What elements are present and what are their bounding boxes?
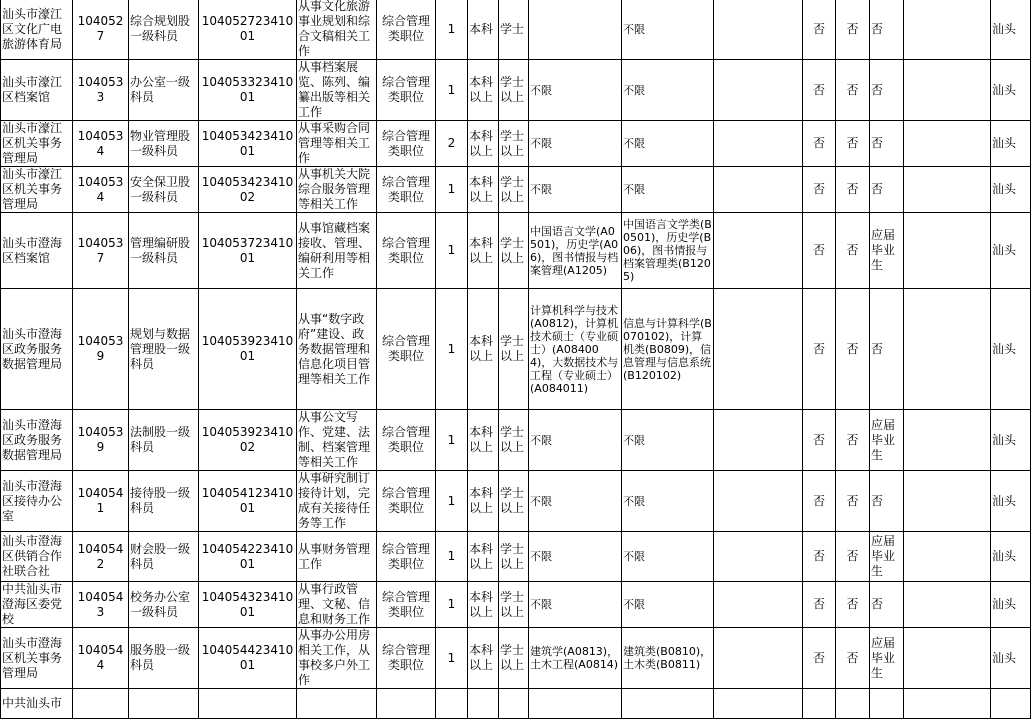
- position-category-cell: 综合管理类职位: [377, 410, 436, 471]
- degree-cell: 学士以上: [499, 60, 529, 121]
- education-cell: 本科以上: [468, 121, 499, 167]
- education-cell: 本科以上: [468, 289, 499, 410]
- major-undergraduate-cell: 建筑类(B0810)，土木类(B0811): [622, 628, 714, 689]
- position-code-cell: 10405392341001: [199, 289, 297, 410]
- requirement-cell: 否: [836, 121, 870, 167]
- recruit-number-cell: 1: [436, 410, 468, 471]
- position-code-cell: 10405442341001: [199, 628, 297, 689]
- requirement-cell: [714, 0, 803, 60]
- requirement-cell: [714, 121, 803, 167]
- major-graduate-cell: 不限: [529, 471, 622, 532]
- table-row: [1, 0, 1031, 60]
- education-cell: 本科以上: [468, 628, 499, 689]
- position-code-cell: 10405342341002: [199, 167, 297, 213]
- degree-cell: [499, 689, 529, 719]
- position-name-cell: [129, 689, 199, 719]
- position-name-cell: 安全保卫股一级科员: [129, 167, 199, 213]
- requirement-cell: 应届毕业生: [870, 532, 904, 582]
- region-cell: [991, 689, 1031, 719]
- position-name-cell: 接待股一级科员: [129, 471, 199, 532]
- education-cell: 本科以上: [468, 471, 499, 532]
- requirement-cell: 否: [836, 471, 870, 532]
- requirement-cell: 应届毕业生: [870, 628, 904, 689]
- region-cell: 汕头: [991, 121, 1031, 167]
- position-code-cell: 10405392341002: [199, 410, 297, 471]
- requirement-cell: 否: [803, 532, 836, 582]
- requirement-cell: [714, 167, 803, 213]
- unit-name-cell: 汕头市濠江区机关事务管理局: [1, 167, 73, 213]
- position-name-cell: 规划与数据管理股一级科员: [129, 289, 199, 410]
- table-row: [1, 582, 1031, 628]
- requirement-cell: [714, 213, 803, 289]
- job-duty-cell: 从事行政管理、文秘、信息和财务工作: [297, 582, 377, 628]
- degree-cell: 学士以上: [499, 289, 529, 410]
- requirement-cell: [714, 628, 803, 689]
- region-cell: 汕头: [991, 167, 1031, 213]
- requirement-cell: 否: [870, 471, 904, 532]
- education-cell: 本科以上: [468, 167, 499, 213]
- position-category-cell: 综合管理类职位: [377, 121, 436, 167]
- unit-code-cell: 1040534: [73, 121, 129, 167]
- region-cell: 汕头: [991, 289, 1031, 410]
- position-category-cell: 综合管理类职位: [377, 289, 436, 410]
- requirement-cell: [836, 689, 870, 719]
- position-code-cell: 10405272341001: [199, 0, 297, 60]
- requirement-cell: 否: [803, 628, 836, 689]
- major-graduate-cell: 不限: [529, 121, 622, 167]
- job-duty-cell: 从事机关大院综合服务管理等相关工作: [297, 167, 377, 213]
- unit-code-cell: 1040543: [73, 582, 129, 628]
- table-row: [1, 689, 1031, 719]
- requirement-cell: 否: [803, 410, 836, 471]
- position-name-cell: 校务办公室一级科员: [129, 582, 199, 628]
- major-graduate-cell: 计算机科学与技术(A0812)，计算机技术硕士（专业硕士）(A084004)，大数据技术与工程（专业硕士）(A084011): [529, 289, 622, 410]
- position-name-cell: 办公室一级科员: [129, 60, 199, 121]
- requirement-cell: 否: [836, 167, 870, 213]
- degree-cell: 学士以上: [499, 471, 529, 532]
- requirement-cell: 应届毕业生: [870, 213, 904, 289]
- requirement-cell: 否: [870, 582, 904, 628]
- table-row: [1, 289, 1031, 410]
- requirement-cell: 否: [803, 213, 836, 289]
- unit-name-cell: 汕头市澄海区档案馆: [1, 213, 73, 289]
- degree-cell: 学士以上: [499, 213, 529, 289]
- position-name-cell: 管理编研股一级科员: [129, 213, 199, 289]
- remark-cell: [904, 628, 991, 689]
- unit-code-cell: 1040541: [73, 471, 129, 532]
- requirement-cell: 否: [803, 0, 836, 60]
- major-undergraduate-cell: 信息与计算科学(B070102)，计算机类(B0809)，信息管理与信息系统(B120102): [622, 289, 714, 410]
- remark-cell: [904, 60, 991, 121]
- requirement-cell: [714, 410, 803, 471]
- position-category-cell: [377, 689, 436, 719]
- requirement-cell: 应届毕业生: [870, 410, 904, 471]
- position-category-cell: 综合管理类职位: [377, 167, 436, 213]
- requirement-cell: 否: [836, 582, 870, 628]
- position-code-cell: 10405332341001: [199, 60, 297, 121]
- unit-name-cell: 中共汕头市: [1, 689, 73, 719]
- major-undergraduate-cell: 不限: [622, 60, 714, 121]
- unit-code-cell: 1040539: [73, 410, 129, 471]
- requirement-cell: [870, 689, 904, 719]
- remark-cell: [904, 167, 991, 213]
- requirement-cell: 否: [836, 289, 870, 410]
- requirement-cell: 否: [836, 410, 870, 471]
- degree-cell: 学士以上: [499, 167, 529, 213]
- remark-cell: [904, 689, 991, 719]
- major-graduate-cell: 中国语言文学(A0501)，历史学(A06)，图书情报与档案管理(A1205): [529, 213, 622, 289]
- remark-cell: [904, 582, 991, 628]
- degree-cell: 学士以上: [499, 582, 529, 628]
- unit-code-cell: 1040534: [73, 167, 129, 213]
- requirement-cell: 否: [870, 0, 904, 60]
- region-cell: 汕头: [991, 471, 1031, 532]
- degree-cell: 学士以上: [499, 628, 529, 689]
- degree-cell: 学士以上: [499, 121, 529, 167]
- position-name-cell: 物业管理股一级科员: [129, 121, 199, 167]
- recruit-number-cell: 1: [436, 289, 468, 410]
- education-cell: 本科以上: [468, 582, 499, 628]
- job-duty-cell: 从事采购合同管理等相关工作: [297, 121, 377, 167]
- position-category-cell: 综合管理类职位: [377, 0, 436, 60]
- unit-code-cell: 1040537: [73, 213, 129, 289]
- job-duty-cell: 从事档案展览、陈列、编纂出版等相关工作: [297, 60, 377, 121]
- requirement-cell: 否: [803, 471, 836, 532]
- position-code-cell: 10405342341001: [199, 121, 297, 167]
- unit-code-cell: 1040533: [73, 60, 129, 121]
- unit-code-cell: 1040544: [73, 628, 129, 689]
- recruit-number-cell: 1: [436, 532, 468, 582]
- position-code-cell: 10405422341001: [199, 532, 297, 582]
- unit-name-cell: 汕头市澄海区政务服务数据管理局: [1, 410, 73, 471]
- education-cell: 本科: [468, 0, 499, 60]
- major-graduate-cell: 不限: [529, 60, 622, 121]
- major-undergraduate-cell: 不限: [622, 582, 714, 628]
- job-duty-cell: 从事财务管理工作: [297, 532, 377, 582]
- position-code-cell: 10405412341001: [199, 471, 297, 532]
- recruit-number-cell: 1: [436, 0, 468, 60]
- requirement-cell: [803, 689, 836, 719]
- requirement-cell: [714, 60, 803, 121]
- job-duty-cell: 从事研究制订接待计划，完成有关接待任务等工作: [297, 471, 377, 532]
- degree-cell: 学士以上: [499, 410, 529, 471]
- position-name-cell: 法制股一级科员: [129, 410, 199, 471]
- education-cell: 本科以上: [468, 410, 499, 471]
- table-row: [1, 167, 1031, 213]
- position-code-cell: 10405372341001: [199, 213, 297, 289]
- job-duty-cell: 从事公文写作、党建、法制、档案管理等相关工作: [297, 410, 377, 471]
- major-graduate-cell: [529, 689, 622, 719]
- job-duty-cell: 从事文化旅游事业规划和综合文稿相关工作: [297, 0, 377, 60]
- requirement-cell: 否: [870, 121, 904, 167]
- position-name-cell: 财会股一级科员: [129, 532, 199, 582]
- recruit-number-cell: 1: [436, 471, 468, 532]
- recruit-number-cell: 1: [436, 167, 468, 213]
- major-graduate-cell: 不限: [529, 410, 622, 471]
- unit-code-cell: 1040527: [73, 0, 129, 60]
- position-name-cell: 服务股一级科员: [129, 628, 199, 689]
- region-cell: 汕头: [991, 60, 1031, 121]
- unit-name-cell: 汕头市濠江区机关事务管理局: [1, 121, 73, 167]
- requirement-cell: 否: [836, 60, 870, 121]
- major-graduate-cell: 不限: [529, 582, 622, 628]
- requirement-cell: 否: [870, 289, 904, 410]
- requirement-cell: 否: [803, 582, 836, 628]
- major-undergraduate-cell: 不限: [622, 121, 714, 167]
- recruit-number-cell: 1: [436, 582, 468, 628]
- recruit-number-cell: 1: [436, 60, 468, 121]
- unit-name-cell: 汕头市澄海区政务服务数据管理局: [1, 289, 73, 410]
- requirement-cell: [714, 582, 803, 628]
- table-row: [1, 471, 1031, 532]
- region-cell: 汕头: [991, 213, 1031, 289]
- job-duty-cell: 从事“数字政府”建设、政务数据管理和信息化项目管理等相关工作: [297, 289, 377, 410]
- position-code-cell: 10405432341001: [199, 582, 297, 628]
- unit-name-cell: 汕头市濠江区档案馆: [1, 60, 73, 121]
- requirement-cell: [714, 289, 803, 410]
- unit-name-cell: 汕头市澄海区接待办公室: [1, 471, 73, 532]
- requirement-cell: 否: [870, 60, 904, 121]
- education-cell: 本科以上: [468, 213, 499, 289]
- remark-cell: [904, 471, 991, 532]
- requirement-cell: 否: [803, 121, 836, 167]
- unit-code-cell: [73, 689, 129, 719]
- job-duty-cell: [297, 689, 377, 719]
- degree-cell: 学士以上: [499, 532, 529, 582]
- table-row: [1, 121, 1031, 167]
- position-category-cell: 综合管理类职位: [377, 582, 436, 628]
- requirement-cell: [714, 689, 803, 719]
- degree-cell: 学士: [499, 0, 529, 60]
- requirement-cell: [714, 471, 803, 532]
- major-undergraduate-cell: 中国语言文学类(B0501)，历史学(B06)，图书情报与档案管理类(B1205): [622, 213, 714, 289]
- region-cell: 汕头: [991, 532, 1031, 582]
- table-row: [1, 628, 1031, 689]
- position-category-cell: 综合管理类职位: [377, 628, 436, 689]
- major-graduate-cell: 建筑学(A0813)，土木工程(A0814): [529, 628, 622, 689]
- major-undergraduate-cell: 不限: [622, 471, 714, 532]
- requirement-cell: 否: [870, 167, 904, 213]
- major-graduate-cell: 不限: [529, 532, 622, 582]
- unit-name-cell: 中共汕头市澄海区委党校: [1, 582, 73, 628]
- recruit-number-cell: [436, 689, 468, 719]
- unit-code-cell: 1040542: [73, 532, 129, 582]
- major-undergraduate-cell: 不限: [622, 0, 714, 60]
- requirement-cell: 否: [836, 532, 870, 582]
- remark-cell: [904, 410, 991, 471]
- region-cell: 汕头: [991, 410, 1031, 471]
- position-category-cell: 综合管理类职位: [377, 60, 436, 121]
- remark-cell: [904, 0, 991, 60]
- requirement-cell: 否: [803, 289, 836, 410]
- region-cell: 汕头: [991, 628, 1031, 689]
- requirement-cell: 否: [836, 213, 870, 289]
- requirement-cell: [714, 532, 803, 582]
- job-duty-cell: 从事办公用房相关工作，从事校多户外工作: [297, 628, 377, 689]
- region-cell: 汕头: [991, 0, 1031, 60]
- position-category-cell: 综合管理类职位: [377, 471, 436, 532]
- remark-cell: [904, 213, 991, 289]
- unit-name-cell: 汕头市澄海区机关事务管理局: [1, 628, 73, 689]
- requirement-cell: 否: [836, 0, 870, 60]
- major-graduate-cell: 不限: [529, 167, 622, 213]
- remark-cell: [904, 532, 991, 582]
- recruit-number-cell: 1: [436, 213, 468, 289]
- major-graduate-cell: [529, 0, 622, 60]
- major-undergraduate-cell: 不限: [622, 532, 714, 582]
- education-cell: 本科以上: [468, 60, 499, 121]
- unit-name-cell: 汕头市澄海区供销合作社联合社: [1, 532, 73, 582]
- remark-cell: [904, 289, 991, 410]
- education-cell: 本科以上: [468, 532, 499, 582]
- requirement-cell: 否: [836, 628, 870, 689]
- recruit-number-cell: 2: [436, 121, 468, 167]
- table-row: [1, 213, 1031, 289]
- table-row: [1, 410, 1031, 471]
- unit-code-cell: 1040539: [73, 289, 129, 410]
- table-row: [1, 60, 1031, 121]
- requirement-cell: 否: [803, 60, 836, 121]
- job-duty-cell: 从事馆藏档案接收、管理、编研利用等相关工作: [297, 213, 377, 289]
- major-undergraduate-cell: 不限: [622, 167, 714, 213]
- education-cell: [468, 689, 499, 719]
- remark-cell: [904, 121, 991, 167]
- position-category-cell: 综合管理类职位: [377, 213, 436, 289]
- unit-name-cell: 汕头市濠江区文化广电旅游体育局: [1, 0, 73, 60]
- recruit-number-cell: 1: [436, 628, 468, 689]
- major-undergraduate-cell: 不限: [622, 410, 714, 471]
- position-category-cell: 综合管理类职位: [377, 532, 436, 582]
- requirement-cell: 否: [803, 167, 836, 213]
- position-name-cell: 综合规划股一级科员: [129, 0, 199, 60]
- major-undergraduate-cell: [622, 689, 714, 719]
- table-row: [1, 532, 1031, 582]
- position-code-cell: [199, 689, 297, 719]
- region-cell: 汕头: [991, 582, 1031, 628]
